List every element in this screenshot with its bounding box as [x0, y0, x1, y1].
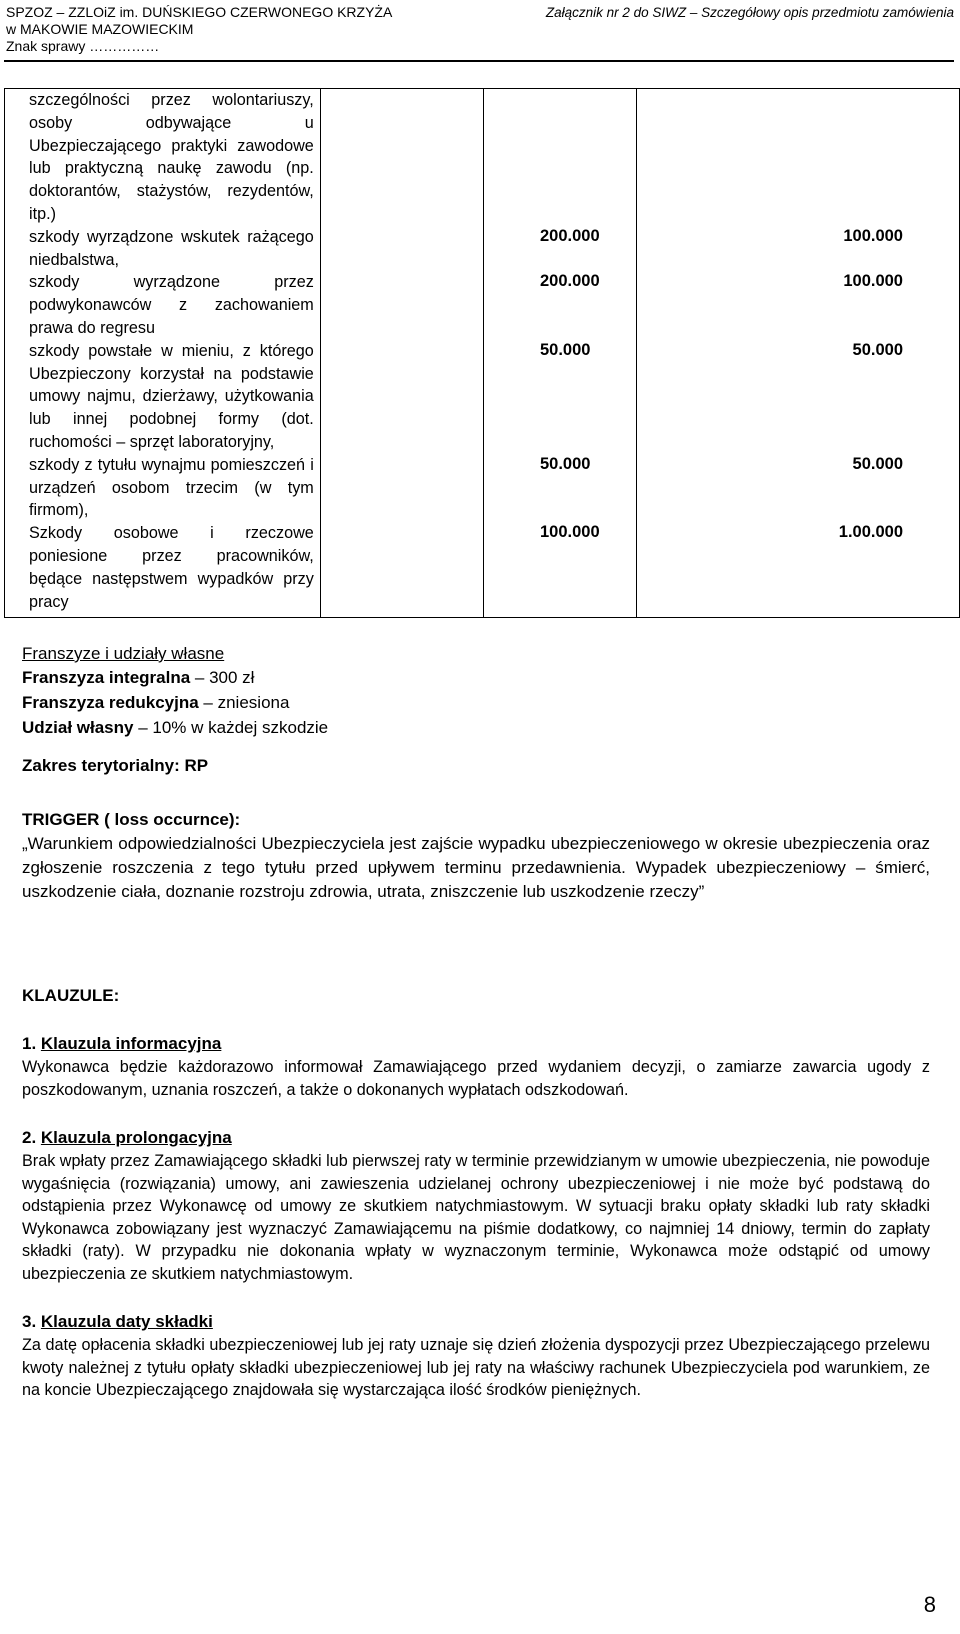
risk-row-6 [29, 522, 314, 613]
risk-row-line: Szkody osobowe i rzeczowe [29, 524, 314, 543]
risk-row-line: szkody wyrządzone przez [29, 273, 314, 292]
risk-row-line: lub innej podobnej formy (dot. [29, 410, 314, 429]
risk-row-line: osoby odbywające u [29, 113, 314, 132]
risk-row-2 [29, 226, 314, 272]
risk-row-line: ruchomości – sprzęt laboratoryjny, [29, 432, 275, 451]
risk-row-line: prawa do regresu [29, 318, 155, 337]
risk-row-line: lub praktyczną naukę zawodu (np. [29, 159, 314, 178]
risk-row-3 [29, 271, 314, 339]
risk-row-line: będące następstwem wypadków przy [29, 569, 314, 588]
risk-row-line: Ubezpieczającego praktyki zawodowe [29, 136, 314, 155]
risk-description-cell [5, 89, 321, 618]
risk-row-line: urządzeń osobom trzecim (w tym [29, 478, 314, 497]
risk-row-line: szkody z tytułu wynajmu pomieszczeń i [29, 455, 314, 474]
header-rule [4, 60, 954, 62]
clauses-heading: KLAUZULE: [22, 986, 120, 1005]
clause-1-number: 1. [22, 1034, 41, 1053]
risk-row-line: umowy najmu, dzierżawy, użytkowania [29, 387, 314, 406]
clause-1-title: Klauzula informacyjna [40, 1034, 222, 1053]
trigger-heading: TRIGGER ( loss occurnce): [22, 810, 241, 829]
risk-row-line: podwykonawców z zachowaniem [29, 296, 314, 315]
risk-row-line: itp.) [29, 204, 56, 223]
limit-b-value: 1.00.000 [838, 523, 903, 542]
risk-row-1 [29, 89, 314, 226]
risk-row-line: poniesione przez pracowników, [29, 546, 314, 565]
clause-2-text: Brak wpłaty przez Zamawiającego składki lub pierwszej raty w terminie przewidzianym w umowie ubezpieczenia, nie powoduje wygaśnięcia (rozwiązania) umowy, ani zawieszenia udzielanej ochrony ubezpieczeniowej i nie może być podstawą do odstąpienia przez Wykonawcę od umowy ze skutkiem natychmiastowym. W sytuacji braku opłaty składki lub raty składki Wykonawca zobowiązany jest wyznaczyć Zamawiającemu na piśmie dodatkowy, co najmniej 14 dniowy, termin do zapłaty składki (raty). W przypadku nie dokonania wpłaty w wyznaczonym terminie, Wykonawca może odstąpić od umowy ubezpieczenia ze skutkiem natychmiastowym. [22, 1152, 930, 1283]
risk-empty-cell [320, 89, 483, 618]
deductible-integral [22, 666, 930, 689]
clause-2-title: Klauzula prolongacyjna [40, 1128, 232, 1147]
risk-row-line: szkody wyrządzone wskutek rażącego [29, 227, 314, 246]
risk-row-line: doktorantów, stażystów, rezydentów, [29, 182, 314, 201]
deductible-own-share-label: Udział własny [22, 718, 134, 737]
risk-description-list [5, 89, 320, 613]
clause-2-number: 2. [22, 1128, 41, 1147]
deductibles-heading [22, 642, 930, 665]
limit-a-value: 100.000 [540, 523, 600, 542]
deductibles-heading-text: Franszyze i udziały własne [22, 644, 225, 663]
clause-3-number: 3. [22, 1312, 41, 1331]
risk-row-5 [29, 454, 314, 522]
risk-row-line: firmom), [29, 501, 89, 520]
territory: Zakres terytorialny: RP [22, 756, 209, 775]
deductible-own-share [22, 716, 930, 739]
limit-a-value: 50.000 [540, 454, 591, 473]
header-attachment: Załącznik nr 2 do SIWZ – Szczegółowy opis przedmiotu zamówienia [545, 5, 954, 20]
limit-b-value: 100.000 [843, 272, 903, 291]
clause-1-text: Wykonawca będzie każdorazowo informował Zamawiającego przed wydaniem decyzji, o zamiarze zawarcia ugody z poszkodowanym, uznania roszczeń, a także o dokonanych wypłatach odszkodowań. [22, 1058, 930, 1099]
clause-3-text: Za datę opłacenia składki ubezpieczeniowej lub jej raty uznaje się dzień złożenia dyspozycji przez Ubezpieczającego przelewu kwoty należnej z tytułu opłaty składki ubezpieczeniowej lub jej raty na właściwy rachunek Ubezpieczyciela pod warunkiem, ze na koncie Ubezpieczającego znajdowała się wystarczająca ilość środków pieniężnych. [22, 1336, 930, 1400]
risk-row-4 [29, 340, 314, 454]
risk-row-line: Ubezpieczony korzystał na podstawie [29, 364, 314, 383]
deductible-reducing-label: Franszyza redukcyjna [22, 693, 199, 712]
limit-b-cell [637, 89, 960, 618]
deductible-integral-value: – 300 zł [190, 668, 255, 687]
risk-row-line: niedbalstwa, [29, 250, 119, 269]
risk-row-line: pracy [29, 592, 69, 611]
limit-a-value: 200.000 [540, 272, 600, 291]
deductible-integral-label: Franszyza integralna [22, 668, 191, 687]
header-case-number: Znak sprawy …………… [6, 38, 160, 54]
risk-row-line: szczególności przez wolontariuszy, [29, 91, 314, 109]
deductible-reducing [22, 691, 930, 714]
limit-a-value: 200.000 [540, 226, 600, 245]
risk-row-line: szkody powstałe w mieniu, z którego [29, 341, 314, 360]
limit-b-value: 100.000 [843, 226, 903, 245]
clause-2-heading [22, 1126, 930, 1149]
deductible-own-share-value: – 10% w każdej szkodzie [133, 718, 329, 737]
deductible-reducing-value: – zniesiona [198, 693, 290, 712]
trigger-text: „Warunkiem odpowiedzialności Ubezpieczyciela jest zajście wypadku ubezpieczeniowego w okresie ubezpieczenia oraz zgłoszenie roszczenia z tego tytułu przed upływem terminu przedawnienia. Wypadek ubezpieczeniowy – śmierć, uszkodzenie ciała, doznanie rozstroju zdrowia, utrata, zniszczenie lub uszkodzenie rzeczy” [22, 834, 930, 901]
risk-table [4, 88, 960, 618]
limit-a-value: 50.000 [540, 340, 591, 359]
limit-b-value: 50.000 [852, 454, 903, 473]
header-org-line2: w MAKOWIE MAZOWIECKIM [6, 21, 194, 37]
clause-3-title: Klauzula daty składki [40, 1312, 213, 1331]
limit-b-value: 50.000 [852, 340, 903, 359]
clause-3-heading [22, 1310, 930, 1333]
clause-1-heading [22, 1032, 930, 1055]
page-number: 8 [923, 1592, 936, 1617]
header-org-line1: SPZOZ – ZZLOiZ im. DUŃSKIEGO CZERWONEGO KRZYŻA [6, 4, 393, 20]
